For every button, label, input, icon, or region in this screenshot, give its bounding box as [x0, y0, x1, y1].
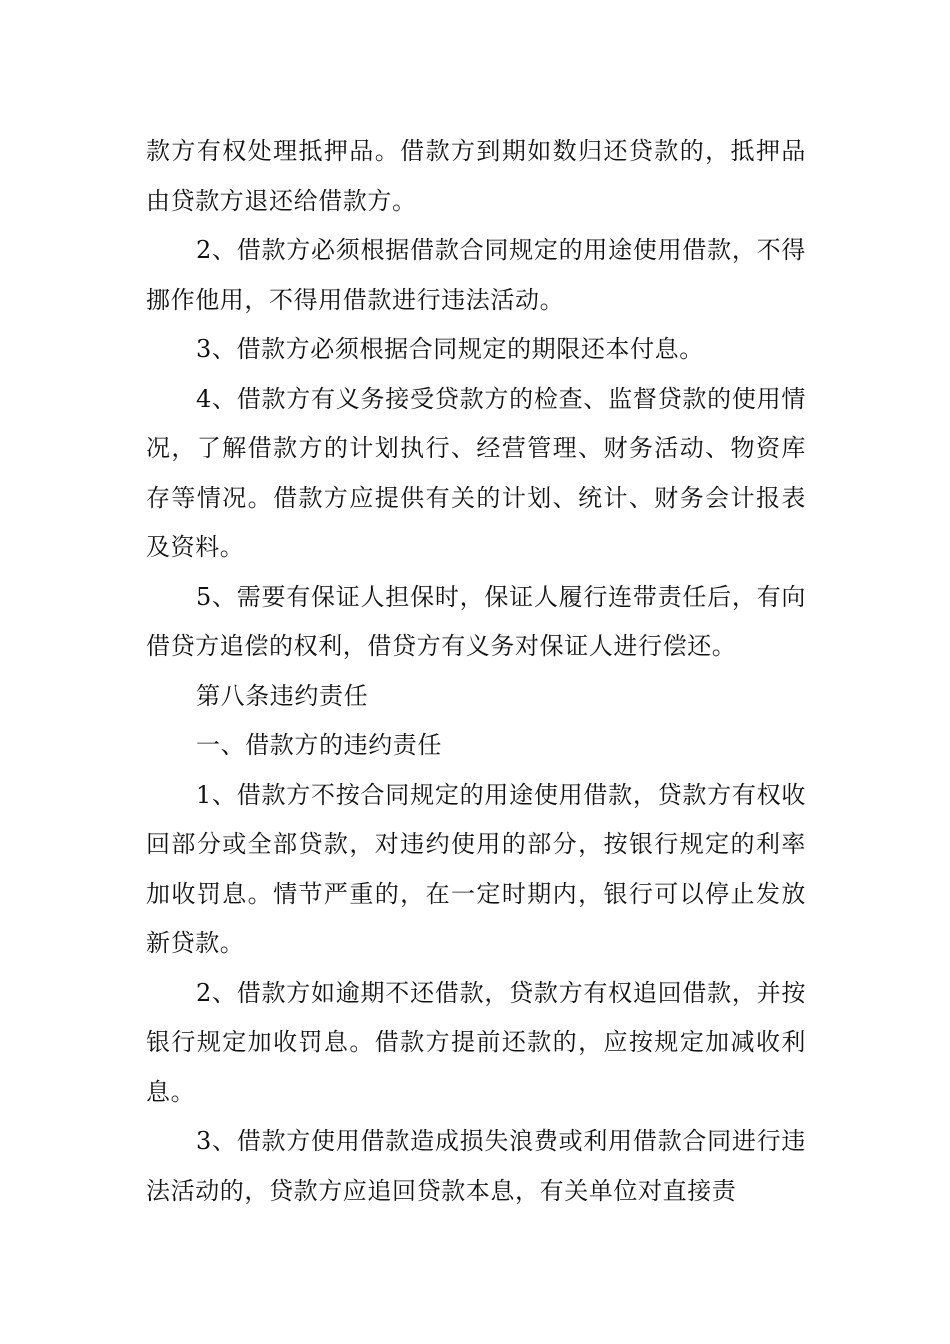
- subsection-heading-borrower-liability: 一、借款方的违约责任: [196, 731, 442, 759]
- paragraph-clause-2: 2、借款方必须根据借款合同规定的用途使用借款，不得挪作他用，不得用借款进行违法活动。: [146, 236, 806, 314]
- paragraph-liability-2: 2、借款方如逾期不还借款，贷款方有权追回借款，并按银行规定加收罚息。借款方提前还款的，应按规定加减收利息。: [146, 978, 806, 1106]
- paragraph-clause-4: 4、借款方有义务接受贷款方的检查、监督贷款的使用情况，了解借款方的计划执行、经营管理、财务活动、物资库存等情况。借款方应提供有关的计划、统计、财务会计报表及资料。: [146, 384, 806, 561]
- paragraph-continuation: 款方有权处理抵押品。借款方到期如数归还贷款的，抵押品由贷款方退还给借款方。: [146, 137, 806, 215]
- paragraph-liability-3: 3、借款方使用借款造成损失浪费或利用借款合同进行违法活动的，贷款方应追回贷款本息，有关单位对直接责: [146, 1127, 806, 1205]
- paragraph-clause-5: 5、需要有保证人担保时，保证人履行连带责任后，有向借贷方追偿的权利，借贷方有义务对保证人进行偿还。: [146, 582, 806, 660]
- section-heading-article-8: 第八条违约责任: [196, 681, 369, 710]
- paragraph-liability-1: 1、借款方不按合同规定的用途使用借款，贷款方有权收回部分或全部贷款，对违约使用的部分，按银行规定的利率加收罚息。情节严重的，在一定时期内，银行可以停止发放新贷款。: [146, 780, 806, 957]
- document-body: [146, 127, 806, 1216]
- paragraph-clause-3: 3、借款方必须根据合同规定的期限还本付息。: [196, 335, 704, 363]
